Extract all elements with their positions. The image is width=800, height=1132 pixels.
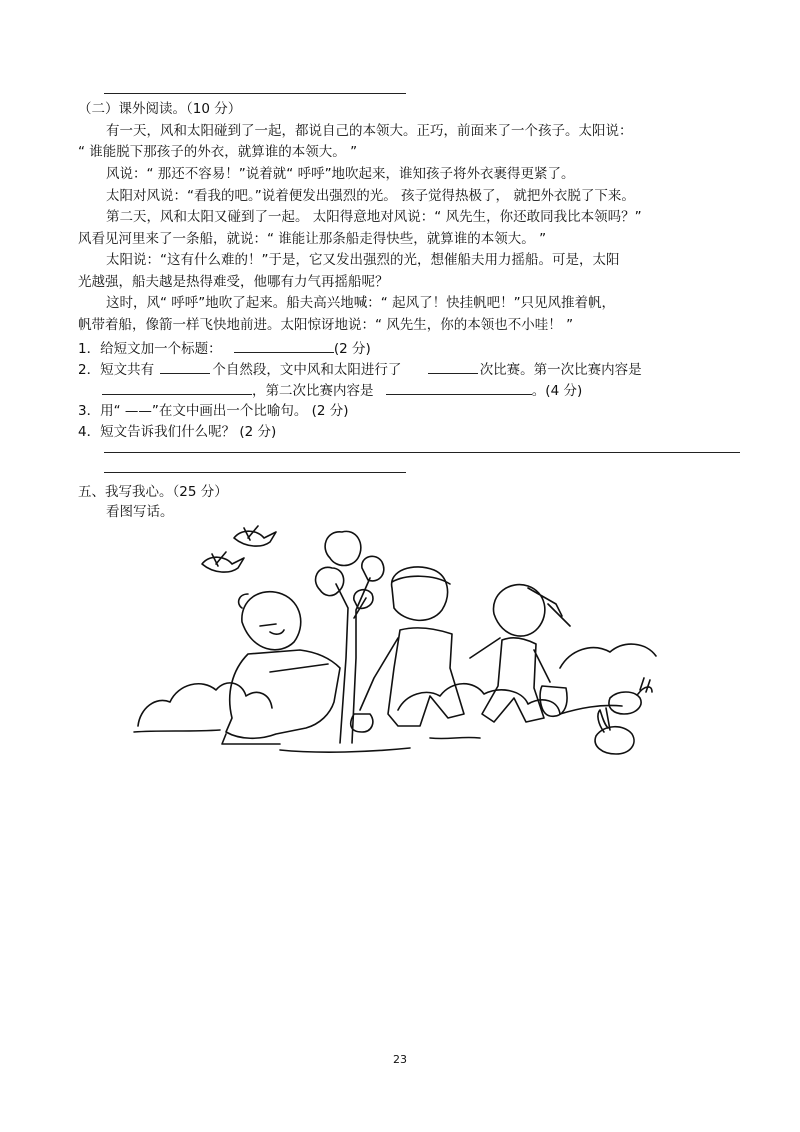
- question-1-text: 1．给短文加一个标题：: [78, 341, 222, 357]
- man-figure: [222, 592, 340, 744]
- question-2-line-2: [78, 380, 582, 400]
- rabbit-2: [595, 708, 634, 754]
- bird-2: [202, 552, 244, 572]
- passage-line-1: 有一天，风和太阳碰到了一起，都说自己的本领大。正巧，前面来了一个孩子。太阳说：: [106, 123, 633, 139]
- page-number: 23: [393, 1053, 407, 1066]
- passage-line-4: 太阳对风说：“看我的吧。”说着便发出强烈的光。 孩子觉得热极了， 就把外衣脱了下来。: [106, 188, 635, 204]
- tree-trunk: [336, 578, 370, 743]
- passage-line-7: 太阳说：“这有什么难的！”于是，它又发出强烈的光，想催船夫用力摇船。可是，太阳: [106, 252, 620, 268]
- question-1: [78, 338, 371, 358]
- question-2-part-a: 2．短文共有: [78, 362, 155, 378]
- passage-line-6: 风看见河里来了一条船，就说：“ 谁能让那条船走得快些，就算谁的本领大。 ”: [78, 231, 547, 247]
- section5-instruction: 看图写话。: [106, 504, 174, 520]
- bushes-outline: [138, 644, 656, 726]
- question-2-part-c: 次比赛。第一次比赛内容是: [479, 362, 642, 378]
- section5-header: 五、我写我心。（25 分）: [78, 484, 228, 500]
- question-3: 3．用“ ——”在文中画出一个比喻句。 (2 分): [78, 403, 349, 419]
- question-4: 4．短文告诉我们什么呢？ (2 分): [78, 424, 277, 440]
- passage-line-10: 帆带着船，像箭一样飞快地前进。太阳惊讶地说：“ 风先生，你的本领也不小哇！ ”: [78, 317, 574, 333]
- passage-line-9: 这时，风“ 呼呼”地吹了起来。船夫高兴地喊：“ 起风了！快挂帆吧！”只见风推着帆，: [106, 295, 616, 311]
- girl-figure: [470, 585, 570, 722]
- question-2-part-b: 个自然段，文中风和太阳进行了: [212, 362, 402, 378]
- section2-header: （二）课外阅读。（10 分）: [78, 101, 242, 117]
- tree-leaves: [316, 531, 384, 608]
- bird-1: [234, 526, 276, 546]
- title-answer-blank[interactable]: [234, 338, 334, 353]
- boy-figure: [351, 567, 464, 732]
- first-contest-blank[interactable]: [102, 380, 252, 395]
- answer-line-q4-1[interactable]: [104, 452, 740, 453]
- horizon-line: [134, 705, 622, 732]
- answer-line-q4-2[interactable]: [104, 472, 406, 473]
- passage-line-3: 风说：“ 那还不容易！”说着就“ 呼呼”地吹起来，谁知孩子将外衣裹得更紧了。: [106, 166, 575, 182]
- question-2-part-e: 。(4 分): [531, 383, 583, 399]
- passage-line-8: 光越强，船夫越是热得难受，他哪有力气再摇船呢？: [78, 274, 389, 290]
- rabbit-1: [609, 678, 652, 714]
- question-2-part-d: ，第二次比赛内容是: [252, 383, 374, 399]
- passage-line-5: 第二天，风和太阳又碰到了一起。 太阳得意地对风说：“ 风先生，你还敢同我比本领吗？”: [106, 209, 642, 225]
- question-1-score: (2 分): [333, 341, 371, 357]
- passage-line-2: “ 谁能脱下那孩子的外衣，就算谁的本领大。 ”: [78, 144, 358, 160]
- answer-line-top: [104, 93, 406, 94]
- ground-line: [280, 737, 480, 752]
- paragraph-count-blank[interactable]: [160, 359, 210, 374]
- children-planting-tree-illustration: [130, 518, 660, 763]
- contest-count-blank[interactable]: [428, 359, 478, 374]
- second-contest-blank[interactable]: [386, 380, 532, 395]
- question-2-line-1: [78, 359, 642, 379]
